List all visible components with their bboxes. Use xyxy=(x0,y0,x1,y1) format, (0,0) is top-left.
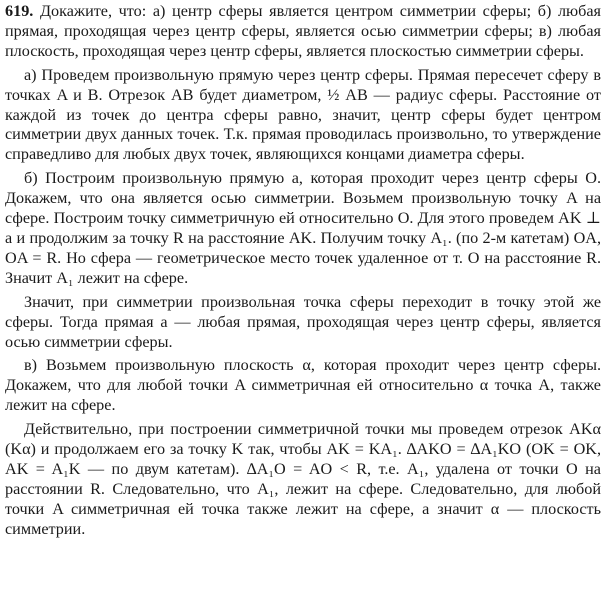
paragraph-b-conclusion: Значит, при симметрии произвольная точка сферы переходит в точку этой же сферы. Тогда прямая a — любая прямая, проходящая через центр сферы, является осью симметрии сферы. xyxy=(5,292,601,351)
paragraph-a-proof: а) Проведем произвольную прямую через центр сферы. Прямая пересечет сферу в точках A и B. Отрезок AB будет диаметром, ½ AB — радиус сферы. Расстояние от каждой из точек до центра сферы равно, значит, центр сферы будет центром симметрии двух данных точек. Т.к. прямая проводилась произвольно, то утверждение справедливо для любых двух точек, являющихся концами диаметра сферы. xyxy=(5,65,601,164)
paragraph-c-conclusion: Действительно, при построении симметричной точки мы проведем отрезок AKα (Kα) и продолжаем его за точку K так, чтобы AK = KA₁. ∆AKO = ∆A₁KO (OK = OK, AK = A₁K — по двум катетам). ∆A₁O = AO < R, т.е. A₁, удалена от точки O на расстоянии R. Следовательно, что A₁, лежит на сфере. Следовательно, для любой точки A симметричная ей точка также лежит на сфере, а значит α — плоскость симметрии. xyxy=(5,420,601,538)
paragraph-c-proof: в) Возьмем произвольную плоскость α, которая проходит через центр сферы. Докажем, что для любой точки A симметричная ей относительно α точка A, также лежит на сфере. xyxy=(5,356,601,415)
problem-text: Докажите, что: а) центр сферы является центром симметрии сферы; б) любая прямая, проходящая через центр сферы, является осью симметрии сферы; в) любая плоскость, проходящая через центр сферы, является плоскостью симметрии сферы. xyxy=(5,2,601,60)
paragraph-b-proof: б) Построим произвольную прямую a, которая проходит через центр сферы O. Докажем, что она является осью симметрии. Возьмем произвольную точку A на сфере. Построим точку симметричную ей относительно O. Для этого проведем AK ⊥ a и продолжим за точку R на расстояние AK. Получим точку A₁. (по 2-м катетам) OA, OA = R. Но сфера — геометрическое место точек удаленное от т. O на расстояние R. Значит A₁ лежит на сфере. xyxy=(5,169,601,287)
problem-number: 619. xyxy=(5,2,34,20)
problem-statement xyxy=(5,2,601,62)
